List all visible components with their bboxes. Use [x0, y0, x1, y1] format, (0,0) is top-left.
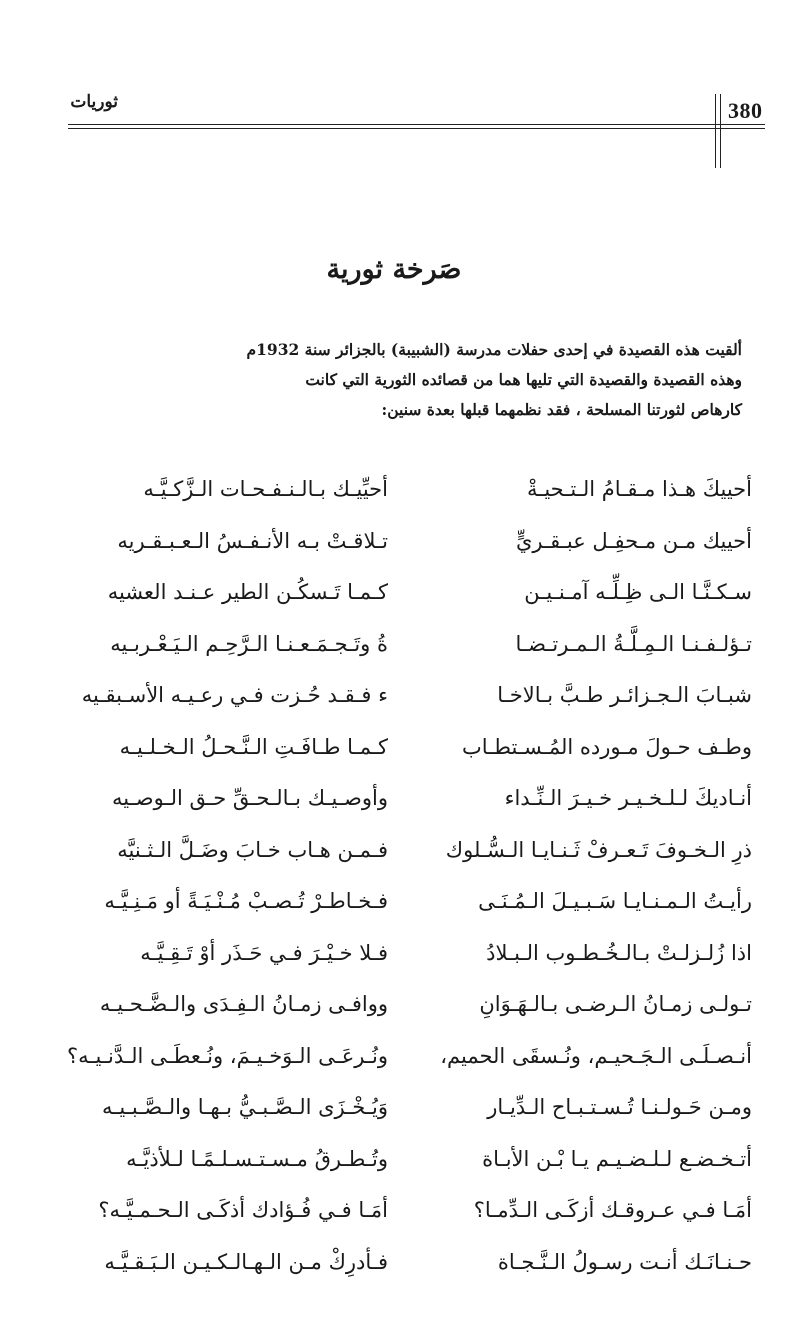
verse — [0, 1134, 788, 1186]
poem-verses — [0, 464, 788, 1288]
verse — [0, 1185, 788, 1237]
verse-second-hemistich: فـلا خـيْـرَ فـي حَـذَر أوْ تَـقِـيَّـه — [140, 940, 388, 965]
verse-first-hemistich: رأيـتُ الـمـنـايـا سَـبـيـلَ الـمُـنَـى — [478, 889, 752, 913]
verse-second-hemistich: وَيُـخْـزَى الـصَّـبـيُّ بـهـا والـصَّـبـيـه — [102, 1095, 388, 1119]
verse-second-hemistich: ةُ وتَـجـمَـعـنـا الـرَّحِـم الـيَـعْـربـيه — [110, 631, 388, 656]
verse-first-hemistich: وطـف حـولَ مـورده المُـسـتطـاب — [461, 734, 752, 759]
verse-first-hemistich: أتـخـضـع لـلـضـيـم يـا بْـن الأبـاة — [482, 1146, 752, 1171]
verse-first-hemistich: أحييكَ هـذا مـقـامُ الـتـحيـةْ — [526, 477, 752, 501]
verse — [0, 825, 788, 877]
verse — [0, 516, 788, 568]
verse — [0, 670, 788, 722]
running-title: ثوريات — [70, 92, 118, 112]
header-rule — [68, 124, 765, 125]
verse — [0, 464, 788, 516]
verse-second-hemistich: كـمـا تَـسكُـن الطير عـنـد العشيه — [107, 580, 388, 604]
intro-line: وهذه القصيدة والقصيدة التي تليها هما من قصائده الثورية التي كانت — [305, 370, 742, 389]
verse — [0, 1237, 788, 1289]
verse — [0, 928, 788, 980]
verse-first-hemistich: حـنـانَـك أنـت رسـولُ الـنَّـجـاة — [497, 1249, 752, 1274]
verse-second-hemistich: كـمـا طـافَـتِ الـنَّـحـلُ الـخـلـيـه — [119, 734, 388, 759]
verse — [0, 979, 788, 1031]
verse-first-hemistich: شبـابَ الـجـزائـر طـبَّ بـالاخـا — [497, 683, 752, 707]
verse-first-hemistich: ومـن حَـولـنـا تُـسـتـبـاح الـدِّيـار — [487, 1095, 752, 1119]
verse — [0, 619, 788, 671]
verse-first-hemistich: سـكـنَّـا الـى ظِـلِّـه آمـنـيـن — [524, 580, 752, 604]
verse-second-hemistich: تـلاقـتْ بـه الأنـفـسُ الـعـبـقـريه — [117, 528, 388, 553]
verse-second-hemistich: وتُـطـرقُ مـسـتـسـلـمًـا لـلأذيَّـه — [126, 1146, 388, 1171]
header-vertical-rule — [715, 94, 716, 168]
verse-first-hemistich: تـؤلـفـنـا الـمِـلَّـةُ الـمـرتـضـا — [515, 631, 752, 656]
verse — [0, 773, 788, 825]
header-rule-double — [68, 128, 765, 129]
verse-second-hemistich: فـمـن هـاب خـابَ وضَـلَّ الـثـنيَّه — [117, 837, 388, 862]
verse-second-hemistich: ووافـى زمـانُ الـفِـدَى والـضَّـحـيـه — [99, 992, 388, 1016]
intro-line: كارهاص لثورتنا المسلحة ، فقد نظمهما قبلها بعدة سنين: — [381, 400, 742, 419]
verse-second-hemistich: ونُـرعَـى الـوَخـيـمَ، ونُـعطَـى الـدَّنـيـه؟ — [67, 1043, 388, 1068]
verse-second-hemistich: فـخـاطـرْ تُـصـبْ مُـنْـيَـةً أو مَـنِـيَّـه — [104, 889, 388, 913]
verse — [0, 722, 788, 774]
page-number: 380 — [728, 98, 763, 123]
verse-first-hemistich: تـولـى زمـانُ الـرضـى بـالـهَـوَانِ — [479, 992, 752, 1016]
verse-first-hemistich: أنـصـلَـى الـجَـحيـم، ونُـسقَى الحميم، — [440, 1043, 752, 1068]
page-header — [0, 0, 788, 170]
header-vertical-rule-double — [720, 94, 721, 168]
verse — [0, 1031, 788, 1083]
verse — [0, 567, 788, 619]
verse-second-hemistich: ء فـقـد حُـزت فـي رعـيـه الأسـبقـيه — [81, 683, 388, 707]
intro-line: ألقيت هذه القصيدة في إحدى حفلات مدرسة (الشبيبة) بالجزائر سنة 1932م — [246, 340, 742, 359]
verse-second-hemistich: أحيِّيـك بـالـنـفـحـات الـزَّكـيَّـه — [143, 477, 388, 501]
verse-second-hemistich: أمَـا فـي فُـؤادك أذكَـى الـحـمـيَّـه؟ — [98, 1198, 388, 1222]
verse-second-hemistich: وأوصـيـك بـالـحـقِّ حـق الـوصـيه — [112, 786, 388, 810]
verse-first-hemistich: أنـاديكَ لـلـخـيـر خـيـرَ الـنِّـداء — [504, 786, 752, 810]
verse-first-hemistich: اذا زُلـزلـتْ بـالـخُـطـوب الـبـلادُ — [486, 940, 752, 965]
verse-first-hemistich: أمَـا فـي عـروقـك أزكَـى الـدِّمـا؟ — [473, 1198, 752, 1222]
poem-title: صَرخة ثورية — [326, 254, 462, 285]
verse-first-hemistich: ذرِ الـخـوفَ تَـعـرفْ ثَـنـايـا الـسُّـلوك — [445, 837, 752, 862]
verse — [0, 876, 788, 928]
verse-second-hemistich: فـأدرِكْ مـن الـهـالـكـيـن الـبَـقـيَّـه — [104, 1249, 388, 1274]
verse-first-hemistich: أحييك مـن مـحفِـل عبـقـريٍّ — [515, 528, 752, 553]
intro-paragraph — [66, 335, 742, 425]
verse — [0, 1082, 788, 1134]
